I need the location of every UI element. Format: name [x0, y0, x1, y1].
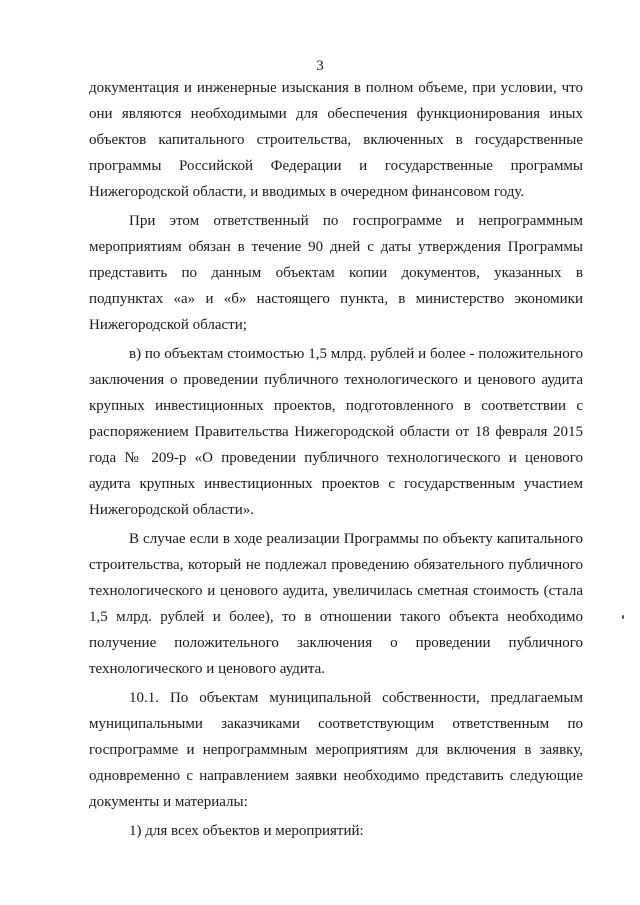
paragraph-item-1: 1) для всех объектов и мероприятий: [129, 823, 364, 840]
paragraph-item-v: в) по объектам стоимостью 1,5 млрд. рублей и более - положительного заключения о проведении публичного технологического и ценового аудита крупных инвестиционных проектов, подготовленного в соответствии с распоряжением Правительства Нижегородской области от 18 февраля 2015 года № 209-р «О проведении публичного технологического и ценового аудита крупных инвестиционных проектов с государственным участием Нижегородской области». [89, 346, 583, 518]
paragraph-continuation: документация и инженерные изыскания в полном объеме, при условии, что они являются необходимыми для обеспечения функционирования иных объектов капитального строительства, включенных в государственные программы Российской Федерации и государственные программы Нижегородской области, и вводимых в очередном финансовом году. [89, 80, 583, 200]
document-body [89, 76, 583, 849]
paragraph-section-10-1: 10.1. По объектам муниципальной собственности, предлагаемым муниципальными заказчиками соответствующим ответственным по госпрограмме и непрограммным мероприятиям для включения в заявку, одновременно с направлением заявки необходимо представить следующие документы и материалы: [89, 690, 583, 810]
paragraph-cost-increase: В случае если в ходе реализации Программы по объекту капитального строительства, который не подлежал проведению обязательного публичного технологического и ценового аудита, увеличилась сметная стоимость (стала 1,5 млрд. рублей и более), то в отношении такого объекта необходимо получение положительного заключения о проведении публичного технологического и ценового аудита. [89, 531, 583, 677]
scan-speck [622, 615, 624, 619]
page-number: 3 [316, 58, 324, 74]
paragraph-responsible-obligation: При этом ответственный по госпрограмме и непрограммным мероприятиям обязан в течение 90 дней с даты утверждения Программы представить по данным объектам копии документов, указанных в подпунктах «а» и «б» настоящего пункта, в министерство экономики Нижегородской области; [89, 213, 583, 333]
